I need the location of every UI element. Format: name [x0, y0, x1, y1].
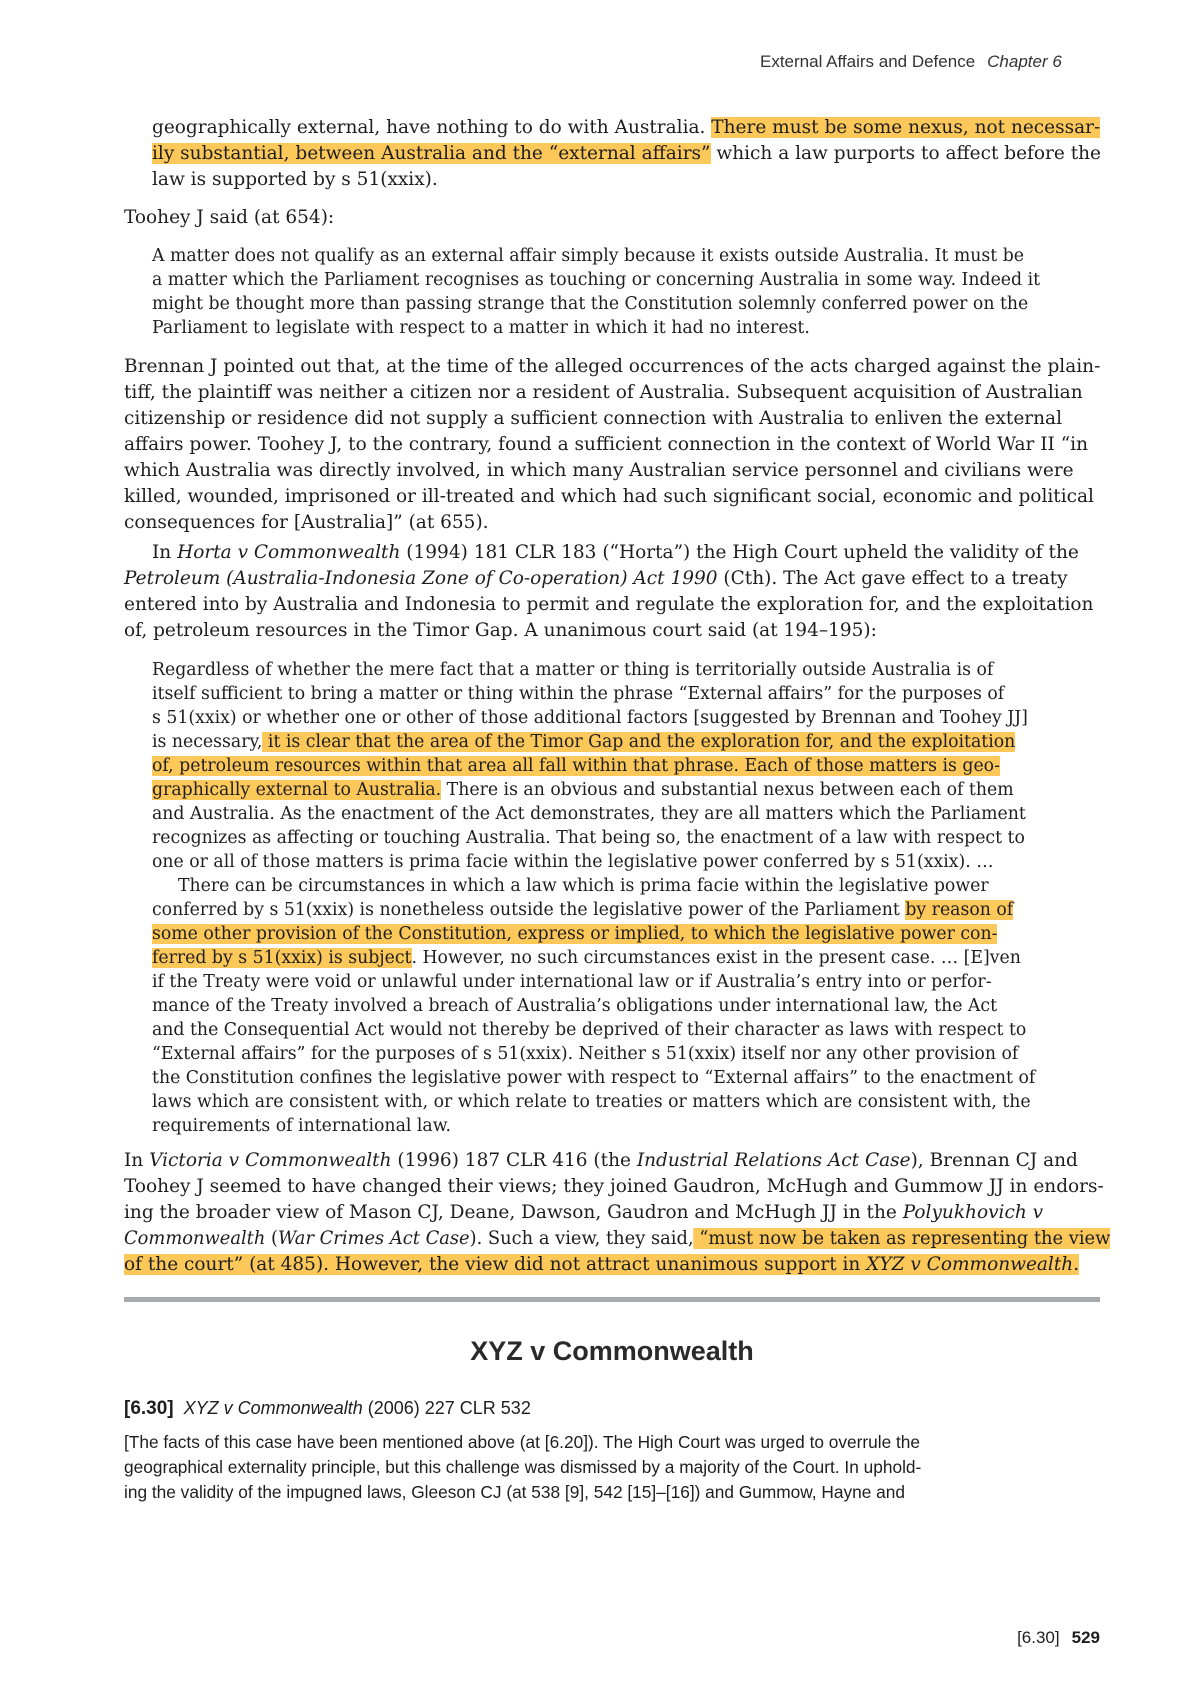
quote1-line: Parliament to legislate with respect to a matter in which it had no interest.: [152, 318, 810, 338]
section-divider: [124, 1297, 1100, 1302]
case-line: geographical externality principle, but this challenge was dismissed by a majority of the Court. In uphold-: [124, 1457, 922, 1477]
highlight: graphically external to Australia.: [152, 780, 442, 800]
highlight: by reason of: [905, 900, 1014, 920]
highlight: some other provision of the Constitution, express or implied, to which the legislative power con-: [152, 924, 998, 944]
quote2-line: requirements of international law.: [152, 1116, 451, 1136]
quote1-line: might be thought more than passing strange that the Constitution solemnly conferred power on the: [152, 294, 1029, 314]
quote2-line: recognizes as affecting or touching Australia. That being so, the enactment of a law with respect to: [152, 828, 1025, 848]
quote2-line: There can be circumstances in which a law which is prima facie within the legislative power: [178, 876, 989, 896]
quote-line: geographically external, have nothing to do with Australia. There must be some nexus, not necessar-: [152, 117, 1101, 138]
highlight: There must be some nexus, not necessar-: [711, 117, 1101, 138]
section-title: XYZ v Commonwealth: [470, 1336, 754, 1366]
quote2-line: is necessary, it is clear that the area of the Timor Gap and the exploration for, and the exploitation: [152, 732, 1016, 752]
highlight: it is clear that the area of the Timor Gap and the exploration for, and the exploitation: [262, 732, 1016, 752]
quote2-line: “External affairs” for the purposes of s 51(xxix). Neither s 51(xxix) itself nor any other provision of: [152, 1044, 1019, 1064]
header-section: External Affairs and Defence: [760, 52, 976, 71]
body-line: entered into by Australia and Indonesia to permit and regulate the exploration for, and the exploitation: [124, 594, 1094, 615]
highlight: “must now be taken as representing the view: [693, 1228, 1111, 1249]
highlight: of the court” (at 485). However, the view did not attract unanimous support in XYZ v Commonwealth.: [124, 1254, 1080, 1275]
quote2-line: ferred by s 51(xxix) is subject. However, no such circumstances exist in the present case. … [E]ven: [152, 948, 1021, 968]
case-line: ing the validity of the impugned laws, Gleeson CJ (at 538 [9], 542 [15]–[16]) and Gummow, Hayne and: [124, 1482, 905, 1502]
quote2-line: conferred by s 51(xxix) is nonetheless outside the legislative power of the Parliament by reason of: [152, 900, 1014, 920]
quote-line: law is supported by s 51(xxix).: [152, 169, 438, 190]
highlight: ferred by s 51(xxix) is subject: [152, 948, 412, 968]
quote2-line: mance of the Treaty involved a breach of Australia’s obligations under international law, the Act: [152, 996, 998, 1016]
case-heading: [124, 1398, 531, 1420]
quote2-line: itself sufficient to bring a matter or thing within the phrase “External affairs” for the purposes of: [152, 684, 1005, 704]
case-citation: (2006) 227 CLR 532: [362, 1398, 531, 1418]
quote2-line: graphically external to Australia. There is an obvious and substantial nexus between each of them: [152, 780, 1014, 800]
body-line: In Horta v Commonwealth (1994) 181 CLR 183 (“Horta”) the High Court upheld the validity of the: [152, 542, 1079, 563]
body-line: Petroleum (Australia-Indonesia Zone of Co-operation) Act 1990 (Cth). The Act gave effect to a treaty: [124, 568, 1068, 589]
footer-ref: [6.30]: [1017, 1628, 1060, 1647]
case-line: [The facts of this case have been mentioned above (at [6.20]). The High Court was urged to overrule the: [124, 1432, 921, 1452]
quote2-line: s 51(xxix) or whether one or other of those additional factors [suggested by Brennan and Toohey JJ]: [152, 708, 1028, 728]
quote2-line: and Australia. As the enactment of the Act demonstrates, they are all matters which the Parliament: [152, 804, 1026, 824]
highlight: ily substantial, between Australia and the “external affairs”: [152, 143, 711, 164]
quote2-line: and the Consequential Act would not thereby be deprived of their character as laws with respect to: [152, 1020, 1027, 1040]
body-line: In Victoria v Commonwealth (1996) 187 CLR 416 (the Industrial Relations Act Case), Brennan CJ and: [124, 1150, 1078, 1171]
quote2-line: Regardless of whether the mere fact that a matter or thing is territorially outside Australia is of: [152, 660, 994, 680]
body-line: Toohey J seemed to have changed their views; they joined Gaudron, McHugh and Gummow JJ in endors-: [124, 1176, 1104, 1197]
body-line: killed, wounded, imprisoned or ill-treated and which had such significant social, economic and political: [124, 486, 1094, 507]
quote2-line: [152, 924, 997, 944]
body-line: citizenship or residence did not supply a sufficient connection with Australia to enliven the external: [124, 408, 1062, 429]
quote1-line: A matter does not qualify as an external affair simply because it exists outside Australia. It must be: [152, 246, 1024, 266]
case-name: XYZ v Commonwealth: [183, 1398, 363, 1418]
body-line: which Australia was directly involved, in which many Australian service personnel and civilians were: [124, 460, 1074, 481]
quote2-line: one or all of those matters is prima facie within the legislative power conferred by s 51(xxix). …: [152, 852, 994, 872]
body-line: ing the broader view of Mason CJ, Deane, Dawson, Gaudron and McHugh JJ in the Polyukhovich v: [124, 1202, 1044, 1223]
highlight: of, petroleum resources within that area all fall within that phrase. Each of those matters is geo-: [152, 756, 1000, 776]
running-header: [760, 52, 1100, 80]
page-number: 529: [1071, 1628, 1100, 1647]
body-line: [124, 1254, 1079, 1275]
body-line: affairs power. Toohey J, to the contrary, found a sufficient connection in the context of World War II “in: [124, 434, 1089, 455]
page-footer: [980, 1628, 1100, 1648]
quote1-line: a matter which the Parliament recognises as touching or concerning Australia in some way. Indeed it: [152, 270, 1041, 290]
quote-line: ily substantial, between Australia and the “external affairs” which a law purports to affect before the: [152, 143, 1102, 164]
toohey-intro: Toohey J said (at 654):: [124, 207, 335, 228]
quote2-line: [152, 756, 1000, 776]
quote2-line: if the Treaty were void or unlawful under international law or if Australia’s entry into or perfor-: [152, 972, 992, 992]
body-line: tiff, the plaintiff was neither a citizen nor a resident of Australia. Subsequent acquisition of Australian: [124, 382, 1083, 403]
body-line: of, petroleum resources in the Timor Gap. A unanimous court said (at 194–195):: [124, 620, 877, 641]
body-line: Commonwealth (War Crimes Act Case). Such a view, they said, “must now be taken as representing the view: [124, 1228, 1111, 1249]
quote2-line: the Constitution confines the legislative power with respect to “External affairs” to the enactment of: [152, 1068, 1036, 1088]
paragraph-number: [6.30]: [124, 1398, 174, 1419]
body-line: consequences for [Australia]” (at 655).: [124, 512, 489, 533]
body-line: Brennan J pointed out that, at the time of the alleged occurrences of the acts charged against the plain-: [124, 356, 1101, 377]
quote2-line: laws which are consistent with, or which relate to treaties or matters which are consistent with, the: [152, 1092, 1031, 1112]
header-chapter: Chapter 6: [987, 52, 1062, 71]
